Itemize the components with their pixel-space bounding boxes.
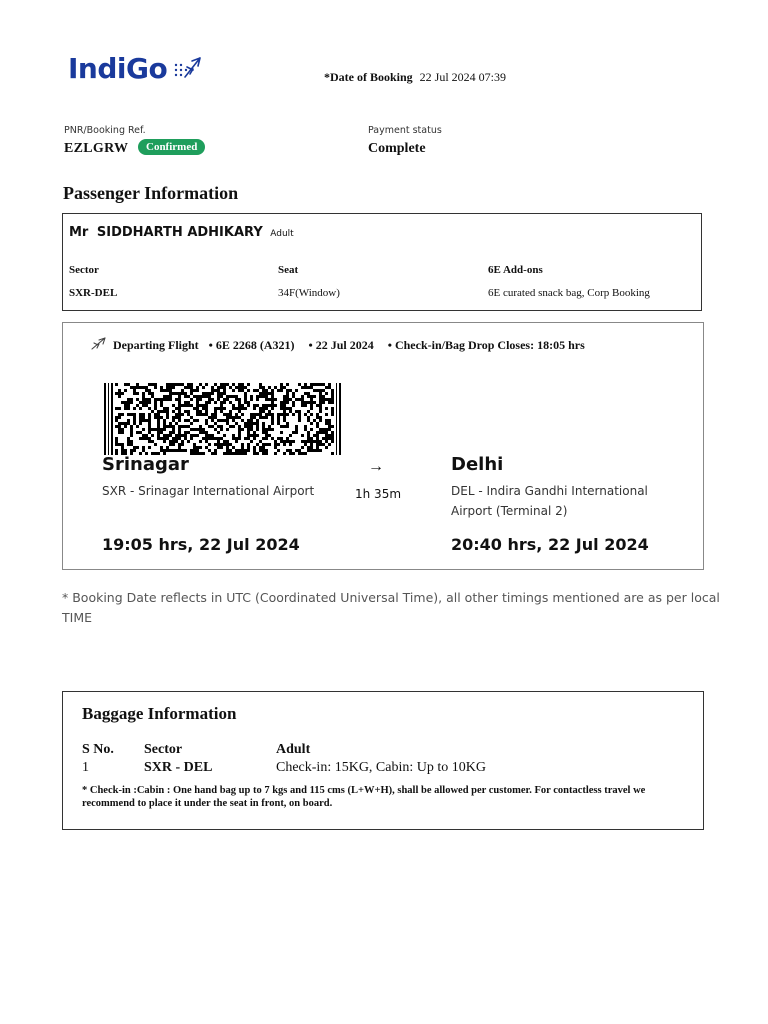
logo-text: IndiGo [68,52,168,85]
plane-icon [173,55,203,84]
departing-flight-label: Departing Flight [113,337,199,352]
baggage-sector-value: SXR - DEL [144,760,213,775]
addons-value: 6E curated snack bag, Corp Booking [488,287,650,299]
status-badge: Confirmed [138,139,205,155]
passenger-name-row [69,225,294,240]
flight-date: • 22 Jul 2024 [308,337,374,352]
checkin-close: • Check-in/Bag Drop Closes: 18:05 hrs [387,337,585,352]
baggage-card [62,691,704,830]
origin-airport: SXR - Srinagar International Airport [102,484,315,498]
payment-status-value: Complete [368,141,426,156]
destination-airport-line2: Airport (Terminal 2) [451,504,568,518]
destination-airport-line1: DEL - Indira Gandhi International [451,484,648,498]
flight-duration: 1h 35m [355,487,402,501]
baggage-sector-header: Sector [144,742,183,757]
adult-header: Adult [276,742,311,757]
seat-value: 34F(Window) [278,287,340,299]
flight-number: • 6E 2268 (A321) [208,337,295,352]
adult-allowance: Check-in: 15KG, Cabin: Up to 10KG [276,760,486,775]
arrow-right-icon: → [368,458,384,475]
departure-time: 19:05 hrs, 22 Jul 2024 [102,535,300,554]
passenger-section-title: Passenger Information [63,183,239,203]
baggage-note: * Check-in :Cabin : One hand bag up to 7 kgs and 115 cms (L+W+H), shall be allowed per customer. For contactless travel we recommend to place it under the seat in front, on board. [82,785,646,809]
passenger-type: Adult [270,229,294,239]
booking-date-label: *Date of Booking [324,70,413,84]
sector-header: Sector [69,264,99,276]
passenger-card [62,213,702,311]
booking-date [324,70,506,85]
sno-value: 1 [82,760,89,775]
destination-airport [451,481,648,521]
passenger-title: Mr [69,225,89,240]
baggage-title: Baggage Information [82,704,237,723]
pnr-label: PNR/Booking Ref. [64,125,146,136]
flight-card [62,322,704,570]
passenger-name: SIDDHARTH ADHIKARY [96,225,263,240]
sector-value: SXR-DEL [69,287,118,299]
payment-status-label: Payment status [368,125,442,136]
sno-header: S No. [82,742,114,757]
arrival-time: 20:40 hrs, 22 Jul 2024 [451,535,649,554]
flight-info-row [91,336,589,354]
origin-city: Srinagar [102,454,189,475]
utc-note: * Booking Date reflects in UTC (Coordinated Universal Time), all other timings mentioned are as per local TIME [62,590,720,625]
indigo-logo [68,52,203,85]
destination-city: Delhi [451,454,504,475]
seat-header: Seat [278,264,299,276]
barcode-icon [104,383,342,460]
plane-icon [91,336,107,354]
booking-date-value: 22 Jul 2024 07:39 [419,70,507,84]
addons-header: 6E Add-ons [488,264,543,276]
pnr-value: EZLGRW [64,141,129,156]
